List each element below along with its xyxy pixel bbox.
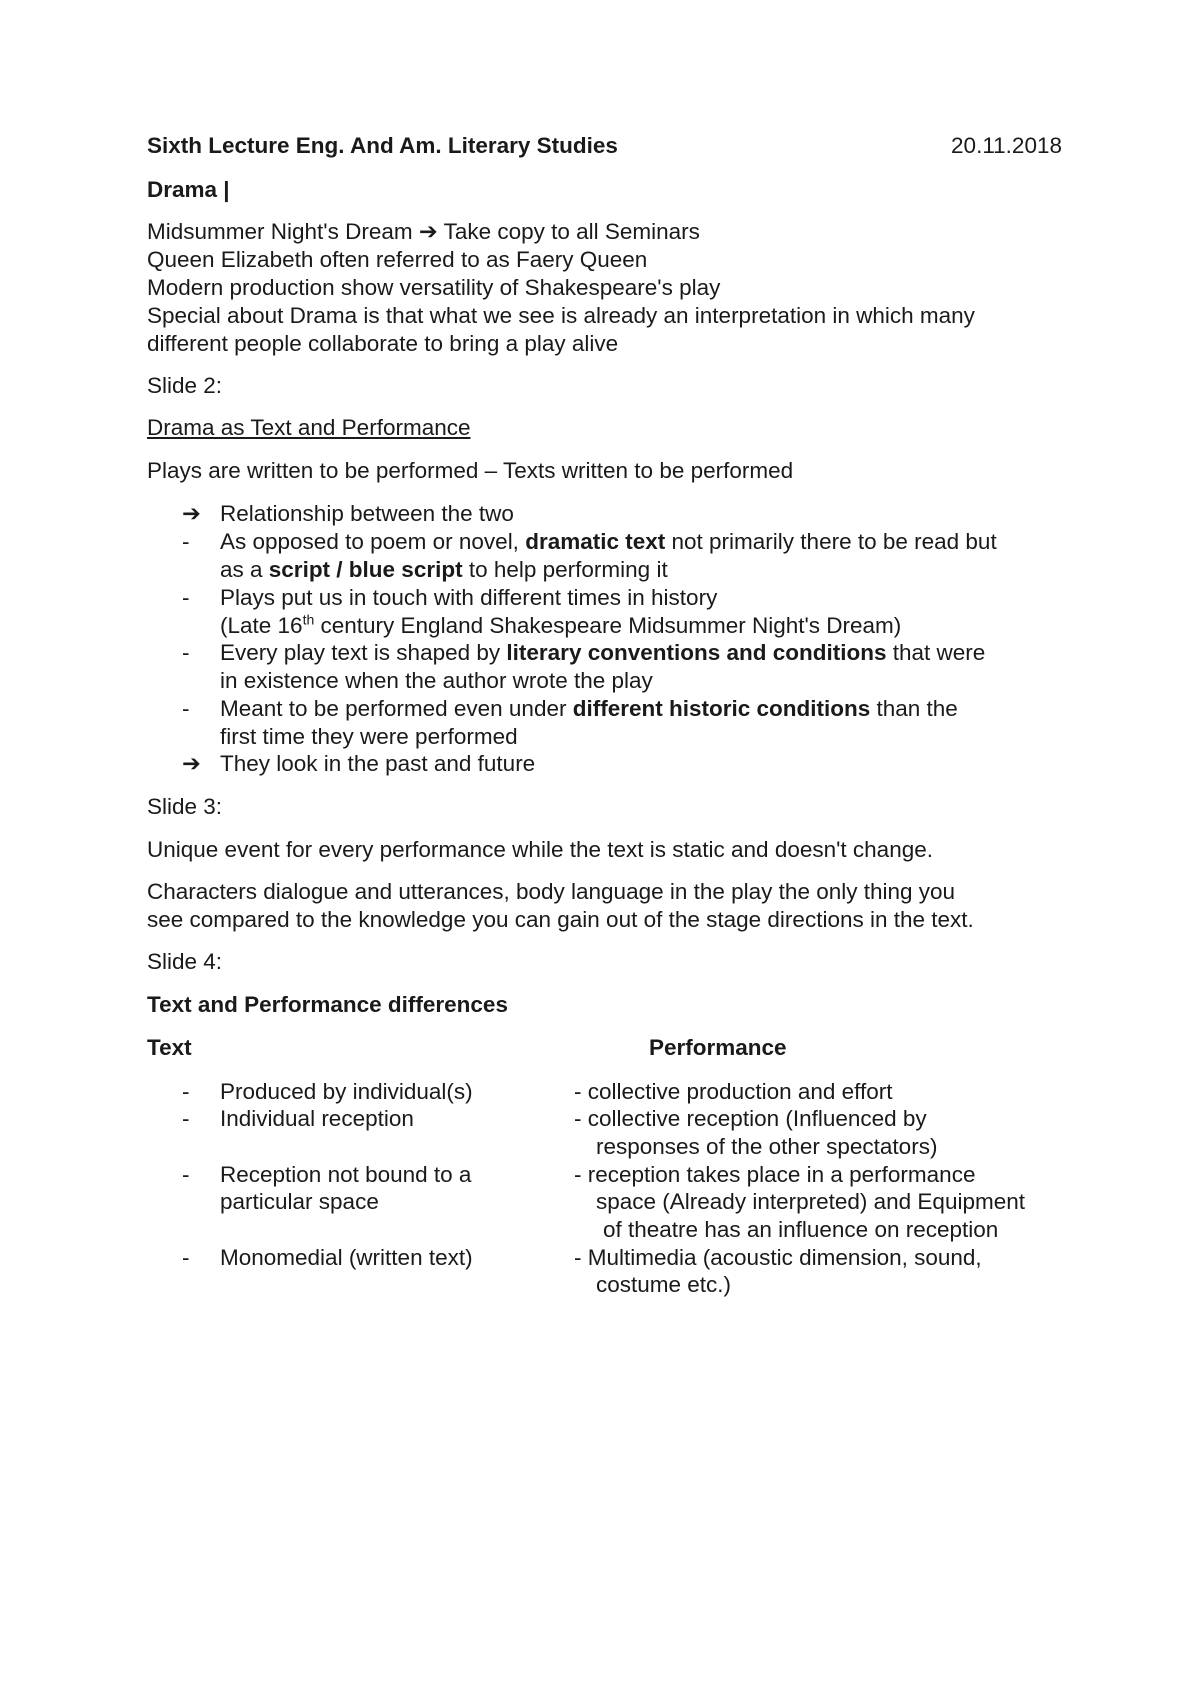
- column-header-text: Text: [147, 1035, 192, 1060]
- list-item: [220, 694, 958, 724]
- list-item-continuation: in existence when the author wrote the play: [220, 668, 653, 693]
- dash-bullet: -: [182, 585, 190, 610]
- list-item-bold: dramatic text: [525, 529, 666, 554]
- slide-3-paragraph-1: Unique event for every performance while the text is static and doesn't change.: [147, 837, 933, 862]
- list-item-text: Every play text is shaped by: [220, 640, 507, 665]
- comparison-performance-cell: - reception takes place in a performance: [574, 1162, 976, 1187]
- slide-4-label: Slide 4:: [147, 949, 223, 974]
- comparison-performance-cell-continuation: costume etc.): [596, 1272, 732, 1297]
- list-item: [220, 527, 997, 557]
- list-item: [220, 638, 985, 668]
- comparison-performance-cell-continuation: responses of the other spectators): [596, 1134, 938, 1159]
- lecture-title: Sixth Lecture Eng. And Am. Literary Studies: [147, 133, 618, 158]
- right-arrow-icon: ➔: [182, 501, 201, 526]
- slide-2-label: Slide 2:: [147, 373, 223, 398]
- intro-line-3: Modern production show versatility of Shakespeare's play: [147, 275, 721, 300]
- right-arrow-icon: ➔: [182, 751, 201, 776]
- comparison-performance-cell: - collective reception (Influenced by: [574, 1106, 927, 1131]
- comparison-text-cell: Monomedial (written text): [220, 1245, 473, 1270]
- comparison-text-cell: Produced by individual(s): [220, 1079, 473, 1104]
- dash-bullet: -: [182, 1079, 190, 1104]
- list-item-bold: literary conventions and conditions: [506, 640, 887, 665]
- comparison-text-cell: Individual reception: [220, 1106, 414, 1131]
- list-item-text: that were: [886, 640, 986, 665]
- list-item-bold: different historic conditions: [572, 696, 871, 721]
- comparison-performance-cell: - Multimedia (acoustic dimension, sound,: [574, 1245, 982, 1270]
- ordinal-superscript: th: [302, 611, 315, 628]
- list-item-text: Meant to be performed even under: [220, 696, 573, 721]
- dash-bullet: -: [182, 529, 190, 554]
- intro-line-5: different people collaborate to bring a play alive: [147, 331, 619, 356]
- list-item: They look in the past and future: [220, 751, 536, 776]
- dash-bullet: -: [182, 640, 190, 665]
- list-item-bold: script / blue script: [268, 557, 463, 582]
- intro-line-1: [147, 217, 700, 247]
- dash-bullet: -: [182, 1162, 190, 1187]
- intro-line-2: Queen Elizabeth often referred to as Faery Queen: [147, 247, 648, 272]
- slide-2-heading: Drama as Text and Performance: [147, 415, 471, 440]
- comparison-performance-cell-continuation: of theatre has an influence on reception: [603, 1217, 999, 1242]
- slide-3-paragraph-2-continuation: see compared to the knowledge you can gain out of the stage directions in the text.: [147, 907, 974, 932]
- column-header-performance: Performance: [649, 1035, 787, 1060]
- slide-3-paragraph-2: Characters dialogue and utterances, body language in the play the only thing you: [147, 879, 956, 904]
- slide-3-label: Slide 3:: [147, 794, 223, 819]
- dash-bullet: -: [182, 1245, 190, 1270]
- list-item-text: century England Shakespeare Midsummer Night's Dream): [314, 613, 902, 638]
- list-item-continuation: [220, 611, 901, 641]
- list-item-text: to help performing it: [462, 557, 668, 582]
- comparison-performance-cell-continuation: space (Already interpreted) and Equipment: [596, 1189, 1025, 1214]
- right-arrow-icon: ➔: [418, 219, 438, 244]
- dash-bullet: -: [182, 1106, 190, 1131]
- comparison-text-cell-continuation: particular space: [220, 1189, 379, 1214]
- slide-2-lead: Plays are written to be performed – Texts written to be performed: [147, 458, 794, 483]
- list-item-text: (Late 16: [220, 613, 303, 638]
- intro-line-1-text-b: Take copy to all Seminars: [437, 219, 700, 244]
- intro-line-4: Special about Drama is that what we see is already an interpretation in which many: [147, 303, 975, 328]
- list-item-continuation: first time they were performed: [220, 724, 518, 749]
- slide-4-heading: Text and Performance differences: [147, 992, 508, 1017]
- section-title: Drama |: [147, 177, 230, 202]
- list-item: Plays put us in touch with different times in history: [220, 585, 718, 610]
- comparison-performance-cell: - collective production and effort: [574, 1079, 893, 1104]
- list-item-continuation: [220, 555, 668, 585]
- list-item-text: not primarily there to be read but: [665, 529, 997, 554]
- lecture-date: 20.11.2018: [951, 133, 1062, 158]
- comparison-text-cell: Reception not bound to a: [220, 1162, 472, 1187]
- list-item-text: as a: [220, 557, 269, 582]
- list-item: Relationship between the two: [220, 501, 514, 526]
- list-item-text: As opposed to poem or novel,: [220, 529, 526, 554]
- dash-bullet: -: [182, 696, 190, 721]
- list-item-text: than the: [870, 696, 958, 721]
- intro-line-1-text: Midsummer Night's Dream: [147, 219, 419, 244]
